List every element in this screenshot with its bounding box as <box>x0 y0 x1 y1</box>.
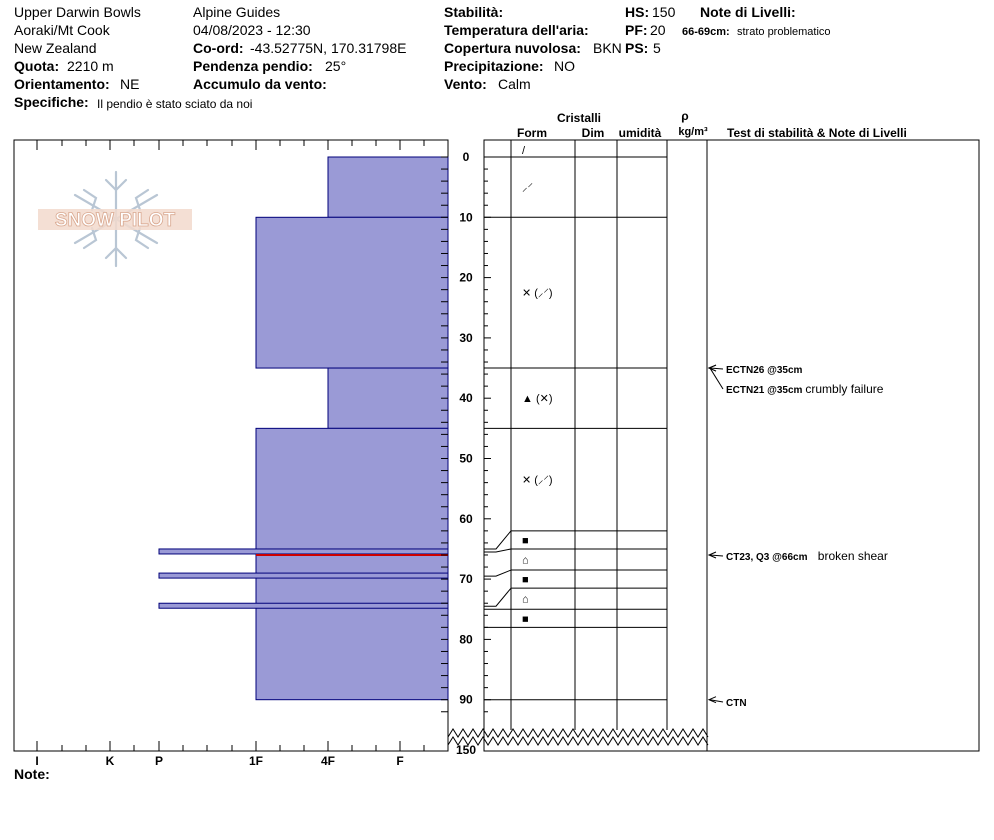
layers-panel-frame <box>484 140 979 751</box>
details-value: Il pendio è stato sciato da noi <box>97 97 253 111</box>
sky-label: Copertura nuvolosa: <box>444 40 581 56</box>
precip-label: Precipitazione: <box>444 58 544 74</box>
form-header: Form <box>517 126 547 140</box>
hardness-axis-label: P <box>154 754 164 768</box>
grain-form-symbol: ■ <box>522 534 529 547</box>
size-header: Dim <box>581 126 605 140</box>
stability-test-code: ECTN21 @35cm <box>726 385 803 396</box>
stability-test-code: CTN <box>726 698 747 709</box>
elevation-value: 2210 m <box>67 58 114 74</box>
stability-test-code: ECTN26 @35cm <box>726 365 803 376</box>
grain-form-symbol: ✕ (⸝⸍) <box>522 287 553 300</box>
pf-label: PF: <box>625 22 648 38</box>
crystals-header: Cristalli <box>556 111 602 125</box>
precip-value: NO <box>554 58 575 74</box>
stability-notes-header: Test di stabilità & Note di Livelli <box>727 126 907 140</box>
test-pointer-line <box>710 368 723 389</box>
grain-form-symbol: / <box>522 145 526 157</box>
country-name: New Zealand <box>14 40 97 56</box>
depth-axis-label: 0 <box>462 150 470 164</box>
note-label: Note: <box>14 766 50 782</box>
grain-form-symbol: ⌂ <box>522 593 529 606</box>
density-unit: kg/m³ <box>678 126 708 138</box>
hs-label: HS: <box>625 4 650 20</box>
hardness-axis-label: 1F <box>248 754 264 768</box>
grain-form-symbol: ✕ (⸝⸍) <box>522 474 553 487</box>
slope-value: 25° <box>325 58 347 74</box>
observer-name: Alpine Guides <box>193 4 281 20</box>
depth-axis-label: 30 <box>459 330 473 345</box>
ps-value: 5 <box>653 40 661 56</box>
wind-loading-label: Accumulo da vento: <box>193 76 327 92</box>
location-name: Upper Darwin Bowls <box>14 4 141 20</box>
stability-test-comment: broken shear <box>817 549 888 563</box>
air-temp-label: Temperatura dell'aria: <box>444 22 589 38</box>
stability-test-code: CT23, Q3 @66cm <box>726 552 808 563</box>
depth-axis-label: 60 <box>459 511 473 526</box>
depth-axis-label: 20 <box>459 270 473 285</box>
hardness-layer <box>328 368 448 428</box>
thin-hardness-layer <box>159 549 448 554</box>
grain-form-symbol: ⸝⸍ <box>522 182 533 195</box>
depth-axis-label: 80 <box>459 632 473 647</box>
hardness-axis-label: K <box>105 754 115 768</box>
pf-value: 20 <box>650 22 666 38</box>
grain-form-symbol: ⌂ <box>522 554 529 567</box>
stability-test-comment: crumbly failure <box>805 382 884 396</box>
stability-label: Stabilità: <box>444 4 504 20</box>
elevation-label: Quota: <box>14 58 60 74</box>
depth-axis-label: 150 <box>455 743 477 757</box>
hardness-axis-label: I <box>35 754 39 768</box>
hardness-layer <box>256 428 448 699</box>
details-label: Specifiche: <box>14 94 89 110</box>
observation-datetime: 04/08/2023 - 12:30 <box>193 22 311 38</box>
depth-axis-label: 40 <box>459 391 473 406</box>
hardness-layer <box>256 217 448 368</box>
depth-axis-label: 90 <box>459 692 473 707</box>
wind-label: Vento: <box>444 76 487 92</box>
hardness-layer <box>328 157 448 217</box>
grain-connector <box>484 531 511 549</box>
hardness-axis-label: F <box>396 754 404 768</box>
thin-hardness-layer <box>159 603 448 608</box>
layer-notes-label: Note di Livelli: <box>700 4 796 20</box>
depth-axis-label: 50 <box>459 451 473 466</box>
moisture-header: umidità <box>618 126 662 140</box>
thin-hardness-layer <box>159 573 448 578</box>
wind-value: Calm <box>498 76 531 92</box>
layer-note-text: strato problematico <box>737 26 831 38</box>
grain-form-symbol: ■ <box>522 613 529 626</box>
ps-label: PS: <box>625 40 649 56</box>
aspect-label: Orientamento: <box>14 76 110 92</box>
axis-break-upper <box>448 729 708 737</box>
coord-label: Co-ord: <box>193 40 244 56</box>
logo-text: SNOW PILOT <box>54 210 176 231</box>
snowpilot-logo <box>38 172 192 266</box>
region-name: Aoraki/Mt Cook <box>14 22 110 38</box>
axis-break-lower <box>448 737 708 745</box>
aspect-value: NE <box>120 76 140 92</box>
grain-connector <box>484 570 511 576</box>
coord-value: -43.52775N, 170.31798E <box>250 40 407 56</box>
grain-connector <box>484 588 511 606</box>
grain-form-symbol: ■ <box>522 574 529 587</box>
depth-axis-label: 70 <box>459 572 473 587</box>
sky-value: BKN <box>593 40 622 56</box>
hardness-axis-label: 4F <box>320 754 336 768</box>
grain-form-symbol: ▲ (✕) <box>522 393 553 406</box>
slope-label: Pendenza pendio: <box>193 58 313 74</box>
layer-note-range: 66-69cm: <box>682 26 730 38</box>
hs-value: 150 <box>652 4 676 20</box>
density-symbol: ρ <box>681 109 689 123</box>
depth-axis-label: 10 <box>459 210 473 225</box>
